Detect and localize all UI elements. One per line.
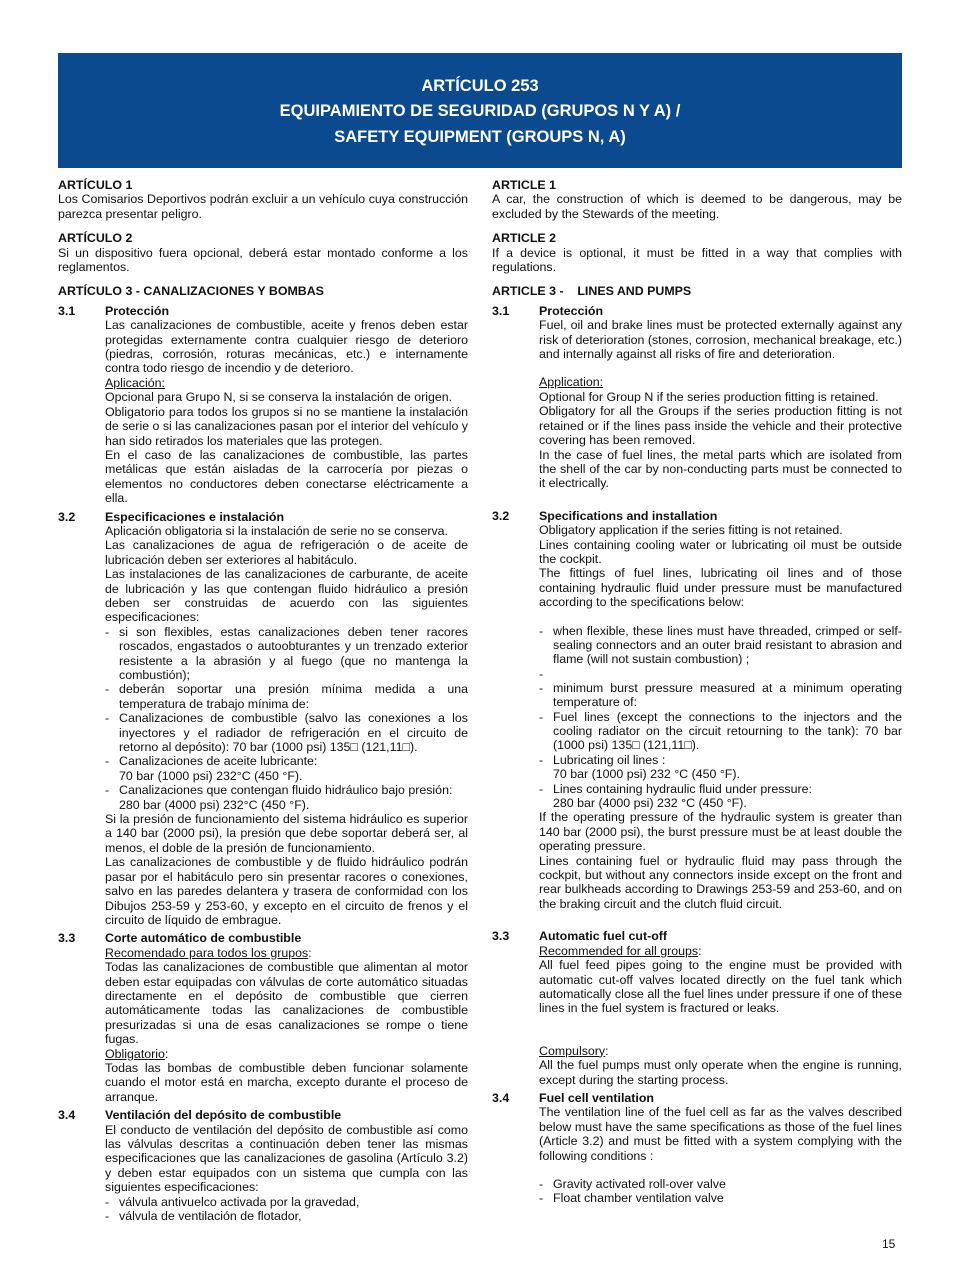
spanish-column: [58, 178, 468, 1223]
section-number: 3.1: [492, 303, 510, 318]
article-2-en: [492, 231, 902, 274]
paragraph: Optional for Group N if the series production fitting is retained.: [539, 389, 879, 404]
section-3-3-en: [492, 929, 902, 1087]
list-item: - Gravity activated roll-over valve: [539, 1177, 902, 1191]
section-3-4-es: [58, 1108, 468, 1223]
article-1-en: [492, 178, 902, 221]
list-item: [539, 782, 902, 811]
paragraph: En el caso de las canalizaciones de combustible, las partes metálicas que están aisladas de la carrocería por piezas o elementos no conductores deben conectarse eléctricamente a ella.: [105, 447, 468, 506]
section-title: Specifications and installation: [539, 508, 718, 523]
article-title: ARTÍCULO 1: [58, 178, 133, 192]
list-item-line: Canalizaciones que contengan fluido hidráulico bajo presión:: [119, 783, 453, 798]
list-item: - when flexible, these lines must have threaded, crimped or self-sealing connectors and an outer braid resistant to abrasion and flame (will not sustain combustion) ;: [539, 624, 902, 667]
paragraph: Las canalizaciones de combustible y de fluido hidráulico podrán pasar por el habitáculo pero sin presentar racores o conexiones, salvo en las paredes delantera y trasera de conformidad con los Dibujos 253-59 y 253-60, y excepto en el circuito de frenos y el circuito de líquido de embrague.: [105, 855, 468, 927]
list-item: - válvula de ventilación de flotador,: [105, 1209, 468, 1223]
list-item-line: Lubricating oil lines :: [553, 752, 666, 767]
paragraph: Todas las canalizaciones de combustible que alimentan al motor deben estar equipadas con válvulas de corte automático situadas directamente en el depósito de combustible que cierren automáticamente todas las canalizaciones de combustible presurizadas si una de esas canalizaciones se rompe o tiene fugas.: [105, 960, 468, 1047]
list-item-line: Canalizaciones de aceite lubricante:: [119, 754, 318, 769]
section-3-1-es: [58, 304, 468, 506]
article-text: A car, the construction of which is deemed to be dangerous, may be excluded by the Stewards of the meeting.: [492, 192, 902, 221]
paragraph: Las instalaciones de las canalizaciones de carburante, de aceite de lubricación y las que contengan fluido hidráulico a presión deben ser construidas de acuerdo con las siguientes especificaciones:: [105, 567, 468, 625]
compulsory-line: Compulsory:: [539, 1043, 609, 1058]
header-title: ARTÍCULO 253: [421, 77, 539, 95]
valve-list: [539, 1177, 902, 1206]
paragraph: The ventilation line of the fuel cell as far as the valves described below must have the same specifications as those of the fuel lines (Article 3.2) and must be fitted with a system complying with the following conditions :: [539, 1105, 902, 1163]
paragraph: Obligatory application if the series fitting is not retained.: [539, 523, 843, 538]
paragraph: Aplicación obligatoria si la instalación de serie no se conserva.: [105, 523, 448, 538]
article-1-es: [58, 178, 468, 221]
list-item-line: 280 bar (4000 psi) 232 °C (450 °F).: [553, 796, 747, 811]
header-subtitle-en: SAFETY EQUIPMENT (GROUPS N, A): [334, 128, 626, 146]
paragraph: Obligatory for all the Groups if the series production fitting is not retained or if the lines pass inside the vehicle and their protective covering has been removed.: [539, 404, 902, 448]
spec-list: [539, 624, 902, 811]
spec-list: [105, 625, 468, 812]
application-label: Aplicación:: [105, 375, 165, 390]
section-title: Fuel cell ventilation: [539, 1090, 654, 1105]
paragraph: Todas las bombas de combustible deben funcionar solamente cuando el motor está en marcha, excepto durante el proceso de arranque.: [105, 1060, 468, 1104]
article-title: ARTICLE 1: [492, 178, 557, 192]
section-title: Especificaciones e instalación: [105, 509, 285, 524]
list-item: - Float chamber ventilation valve: [539, 1191, 902, 1205]
paragraph: Opcional para Grupo N, si se conserva la instalación de origen.: [105, 390, 453, 405]
section-3-1-en: [492, 304, 902, 491]
section-number: 3.4: [58, 1108, 76, 1123]
section-3-2-en: [492, 509, 902, 912]
section-number: 3.3: [58, 931, 76, 946]
list-item-line: Lines containing hydraulic fluid under pressure:: [553, 781, 812, 796]
paragraph: Obligatorio para todos los grupos si no se mantiene la instalación de serie o si las canalizaciones pasan por el interior del vehículo y han sido retirados los materiales que las protegen.: [105, 404, 468, 448]
section-3-3-es: [58, 931, 468, 1104]
paragraph: Lines containing fuel or hydraulic fluid may pass through the cockpit, but without any connectors inside except on the front and rear bulkheads according to Drawings 253-59 and 253-60, and on the braking circuit and the clutch fluid circuit.: [539, 853, 902, 911]
section-title: Corte automático de combustible: [105, 931, 302, 946]
section-title: Protección: [105, 303, 170, 318]
section-3-2-es: [58, 510, 468, 928]
section-number: 3.4: [492, 1090, 510, 1105]
paragraph: In the case of fuel lines, the metal parts which are isolated from the shell of the car by non-conducting parts must be connected to it electrically.: [539, 447, 902, 491]
article-header: [58, 53, 902, 168]
list-item: - si son flexibles, estas canalizaciones deben tener racores roscados, engastados o autoobturantes y un trenzado exterior resistente a la abrasión y al fuego (que no mantenga la combustión);: [105, 625, 468, 683]
section-title: Protección: [539, 303, 604, 318]
header-subtitle-es: EQUIPAMIENTO DE SEGURIDAD (GRUPOS N Y A) /: [279, 102, 681, 120]
paragraph: Las canalizaciones de agua de refrigeración o de aceite de lubricación deben ser exteriores al habitáculo.: [105, 538, 468, 567]
section-number: 3.1: [58, 303, 76, 318]
application-label: Application:: [539, 375, 604, 390]
list-item: - deberán soportar una presión mínima medida a una temperatura de trabajo mínima de:: [105, 682, 468, 711]
article-text: If a device is optional, it must be fitted in a way that complies with regulations.: [492, 245, 902, 275]
compulsory-line: Obligatorio:: [105, 1046, 169, 1061]
section-3-4-en: [492, 1091, 902, 1206]
list-item: - Fuel lines (except the connections to the injectors and the cooling radiator on the circuit retourning to the tank): 70 bar (1000 psi) 135□ (121,11□).: [539, 710, 902, 753]
list-item-line: 70 bar (1000 psi) 232 °C (450 °F).: [553, 767, 740, 782]
section-number: 3.2: [58, 509, 76, 524]
section-number: 3.2: [492, 508, 510, 523]
paragraph: Si la presión de funcionamiento del sistema hidráulico es superior a 140 bar (2000 psi), la presión que debe soportar deberá ser, al menos, el doble de la presión de funcionamiento.: [105, 812, 468, 855]
article-3-title-es: ARTÍCULO 3 - CANALIZACIONES Y BOMBAS: [58, 284, 324, 299]
english-column: [492, 178, 902, 1206]
article-title: ARTÍCULO 2: [58, 231, 133, 246]
article-3-title-en: ARTICLE 3 - LINES AND PUMPS: [492, 284, 692, 299]
list-item: [105, 754, 468, 783]
paragraph: If the operating pressure of the hydraulic system is greater than 140 bar (2000 psi), the burst pressure must be at least double the operating pressure.: [539, 810, 902, 854]
list-item: - minimum burst pressure measured at a minimum operating temperature of:: [539, 681, 902, 710]
list-item-line: 70 bar (1000 psi) 232°C (450 °F).: [119, 768, 303, 783]
section-number: 3.3: [492, 929, 510, 944]
article-text: Los Comisarios Deportivos podrán excluir a un vehículo cuya construcción parezca presentar peligro.: [58, 192, 468, 221]
paragraph: All the fuel pumps must only operate when the engine is running, except during the starting process.: [539, 1058, 902, 1087]
list-item: - válvula antivuelco activada por la gravedad,: [105, 1195, 468, 1209]
recommendation-line: Recommended for all groups:: [539, 943, 702, 958]
paragraph: El conducto de ventilación del depósito de combustible así como las válvulas descritas a continuación deben tener las mismas especificaciones que las canalizaciones de gasolina (Artículo 3.2) y deben estar equipados con un sistema que cumpla con las siguientes especificaciones:: [105, 1122, 468, 1195]
paragraph: The fittings of fuel lines, lubricating oil lines and of those containing hydraulic fluid under pressure must be manufactured according to the specifications below:: [539, 566, 902, 610]
recommendation-line: Recomendado para todos los grupos:: [105, 945, 312, 960]
section-title: Ventilación del depósito de combustible: [105, 1108, 342, 1123]
list-item: [105, 783, 468, 812]
page-number: 15: [882, 1237, 896, 1251]
list-item: [539, 753, 902, 782]
paragraph: Fuel, oil and brake lines must be protected externally against any risk of deterioration (stones, corrosion, mechanical breakage, etc.) and internally against all risks of fire and deterioration.: [539, 318, 902, 362]
list-item: - Canalizaciones de combustible (salvo las conexiones a los inyectores y el radiador de refrigeración en el circuito de retorno al depósito): 70 bar (1000 psi) 135□ (121,11□).: [105, 711, 468, 754]
section-title: Automatic fuel cut-off: [539, 929, 668, 944]
valve-list: [105, 1195, 468, 1224]
paragraph: Lines containing cooling water or lubricating oil must be outside the cockpit.: [539, 537, 902, 566]
paragraph: All fuel feed pipes going to the engine must be provided with automatic cut-off valves located directly on the fuel tank which automatically close all the fuel lines under pressure if one of these lines in the fuel system is fractured or leaks.: [539, 958, 902, 1016]
article-title: ARTICLE 2: [492, 231, 557, 246]
list-item-line: 280 bar (4000 psi) 232°C (450 °F).: [119, 797, 310, 812]
paragraph: Las canalizaciones de combustible, aceite y frenos deben estar protegidas externamente contra cualquier riesgo de deterioro (piedras, corrosión, roturas mecánicas, etc.) e internamente contra todo riesgo de incendio y de deterioro.: [105, 318, 468, 376]
article-text: Si un dispositivo fuera opcional, deberá estar montado conforme a los reglamentos.: [58, 245, 468, 275]
article-2-es: [58, 231, 468, 274]
